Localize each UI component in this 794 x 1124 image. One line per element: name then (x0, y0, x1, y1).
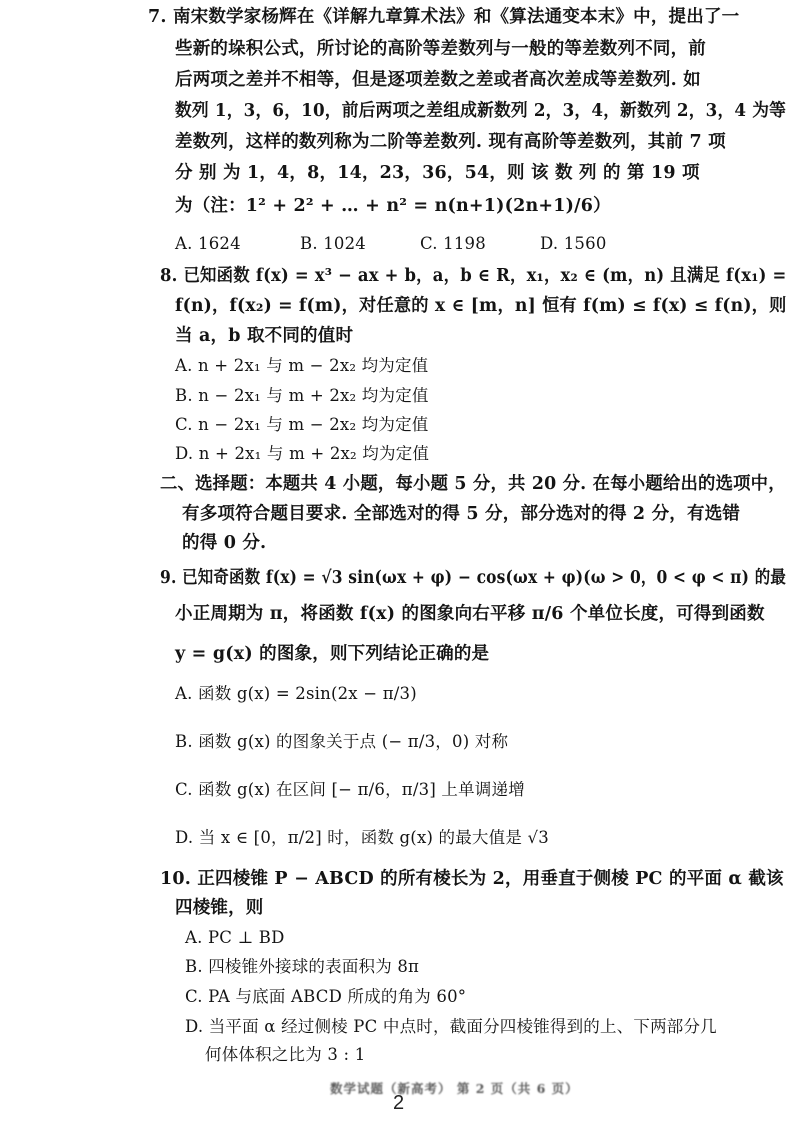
page-number: 2 (393, 1092, 405, 1114)
q9-option-d: D. 当 x ∈ [0，π/2] 时，函数 g(x) 的最大值是 √3 (175, 828, 549, 847)
q7-option-d: D. 1560 (540, 234, 607, 253)
q7-line-3: 后两项之差并不相等，但是逐项差数之差或者高次差成等差数列. 如 (175, 70, 701, 90)
q10-option-d-line-1: D. 当平面 α 经过侧棱 PC 中点时，截面分四棱锥得到的上、下两部分几 (185, 1017, 717, 1036)
section-2-line-1: 二、选择题：本题共 4 小题，每小题 5 分，共 20 分. 在每小题给出的选项中， (160, 474, 786, 494)
q8-line-1: 8. 已知函数 f(x) = x³ − ax + b，a，b ∈ R，x₁，x₂ ∈ (m，n) 且满足 f(x₁) = (160, 266, 787, 286)
q7-line-5: 差数列，这样的数列称为二阶等差数列. 现有高阶等差数列，其前 7 项 (175, 132, 726, 152)
q10-line-1: 10. 正四棱锥 P − ABCD 的所有棱长为 2，用垂直于侧棱 PC 的平面 α 截该 (160, 869, 784, 889)
q7-line-4: 数列 1，3，6，10，前后两项之差组成新数列 2，3，4，新数列 2，3，4 为等 (175, 101, 787, 121)
q7-line-6: 分 别 为 1，4，8，14，23，36，54，则 该 数 列 的 第 19 项 (175, 163, 700, 183)
q8-option-a: A. n + 2x₁ 与 m − 2x₂ 均为定值 (175, 356, 429, 375)
q8-line-2: f(n)，f(x₂) = f(m)，对任意的 x ∈ [m，n] 恒有 f(m) ≤ f(x) ≤ f(n)，则 (175, 296, 787, 316)
q10-line-2: 四棱锥，则 (175, 898, 264, 918)
q10-option-d-line-2: 何体体积之比为 3 : 1 (205, 1045, 366, 1064)
q8-option-b: B. n − 2x₁ 与 m + 2x₂ 均为定值 (175, 386, 429, 405)
q9-line-1: 9. 已知奇函数 f(x) = √3 sin(ωx + φ) − cos(ωx + φ)(ω > 0，0 < φ < π) 的最 (160, 568, 787, 588)
q8-line-3: 当 a，b 取不同的值时 (175, 326, 354, 346)
q10-option-a: A. PC ⊥ BD (185, 928, 285, 947)
q7-line-1: 7. 南宋数学家杨辉在《详解九章算术法》和《算法通变本末》中，提出了一 (148, 7, 740, 27)
section-2-line-3: 的得 0 分. (182, 533, 267, 553)
q10-option-b: B. 四棱锥外接球的表面积为 8π (185, 957, 420, 976)
q9-line-3: y = g(x) 的图象，则下列结论正确的是 (175, 644, 490, 664)
q7-line-2: 些新的垛积公式，所讨论的高阶等差数列与一般的等差数列不同，前 (175, 39, 706, 59)
q7-line-7: 为（注：1² + 2² + … + n² = n(n+1)(2n+1)/6） (175, 196, 611, 216)
q8-option-c: C. n − 2x₁ 与 m − 2x₂ 均为定值 (175, 415, 429, 434)
q7-option-b: B. 1024 (300, 234, 367, 253)
page-footer: 数学试题（新高考） 第 2 页（共 6 页） (330, 1081, 579, 1096)
q9-option-b: B. 函数 g(x) 的图象关于点 (− π/3，0) 对称 (175, 732, 509, 751)
section-2-line-2: 有多项符合题目要求. 全部选对的得 5 分，部分选对的得 2 分，有选错 (182, 504, 741, 524)
q10-option-c: C. PA 与底面 ABCD 所成的角为 60° (185, 987, 467, 1006)
q9-option-c: C. 函数 g(x) 在区间 [− π/6，π/3] 上单调递增 (175, 780, 525, 799)
q7-option-a: A. 1624 (175, 234, 241, 253)
q7-option-c: C. 1198 (420, 234, 486, 253)
q8-option-d: D. n + 2x₁ 与 m + 2x₂ 均为定值 (175, 444, 430, 463)
q9-option-a: A. 函数 g(x) = 2sin(2x − π/3) (175, 684, 417, 703)
q9-line-2: 小正周期为 π，将函数 f(x) 的图象向右平移 π/6 个单位长度，可得到函数 (175, 604, 765, 624)
